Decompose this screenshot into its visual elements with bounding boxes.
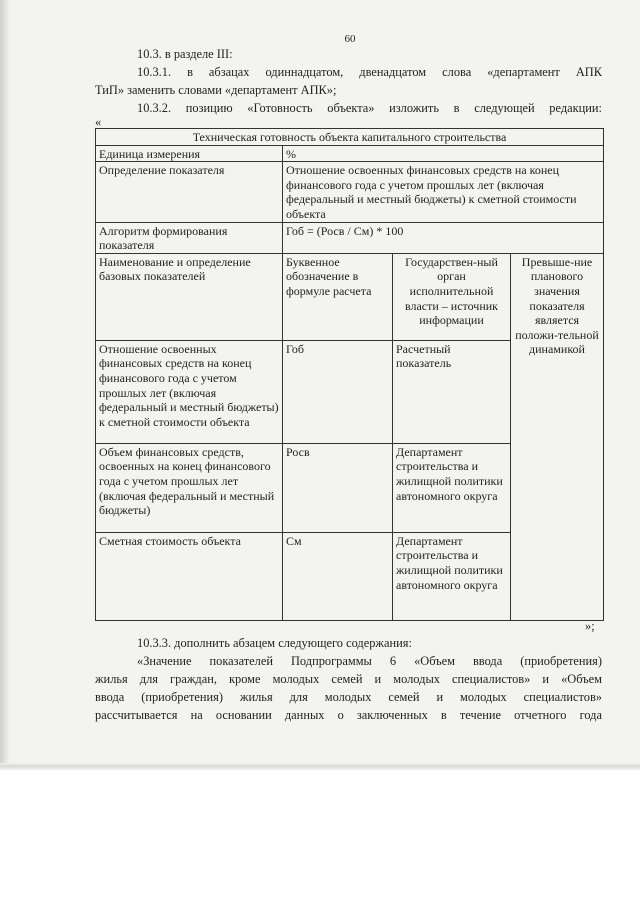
unit-value: %	[283, 145, 604, 162]
row-3-symbol: См	[283, 532, 393, 620]
header-name: Наименование и определение базовых показателей	[96, 253, 283, 340]
quote-close: »;	[585, 619, 595, 633]
quote-open: «	[95, 115, 102, 129]
row-3-source: Департамент строительства и жилищной политики автономного округа	[393, 532, 511, 620]
para-line-5: рассчитывается на основании данных о заключенных в течение отчетного года	[95, 708, 602, 722]
intro-line-3: 10.3.2. позицию «Готовность объекта» изложить в следующей редакции:	[137, 101, 602, 115]
header-symbol: Буквенное обозначение в формуле расчета	[283, 253, 393, 340]
page-number: 60	[344, 33, 356, 45]
definition-label: Определение показателя	[96, 162, 283, 222]
row-1-source: Расчетный показатель	[393, 340, 511, 443]
indicator-table	[95, 128, 604, 621]
intro-line-1: 10.3. в разделе III:	[137, 47, 233, 61]
definition-value: Отношение освоенных финансовых средств на конец финансового года с учетом прошлых лет (включая федеральный и местный бюджеты) к сметной стоимости объекта	[283, 162, 604, 222]
intro-line-2a: 10.3.1. в абзацах одиннадцатом, двенадцатом слова «департамент АПК	[137, 65, 602, 79]
algorithm-label: Алгоритм формирования показателя	[96, 222, 283, 253]
para-line-4: ввода (приобретения) жилья для молодых семей и молодых специалистов»	[95, 690, 602, 704]
header-excess: Превыше-ние планового значения показателя является положи-тельной динамикой	[511, 253, 604, 620]
para-line-2: «Значение показателей Подпрограммы 6 «Объем ввода (приобретения)	[137, 654, 602, 668]
row-3-name: Сметная стоимость объекта	[96, 532, 283, 620]
row-2-source: Департамент строительства и жилищной политики автономного округа	[393, 443, 511, 532]
row-1-name: Отношение освоенных финансовых средств на конец финансового года с учетом прошлых лет (включая федеральный и местный бюджеты) к сметной стоимости объекта	[96, 340, 283, 443]
header-source: Государствен-ный орган исполнительной власти – источник информации	[393, 253, 511, 340]
para-line-3: жилья для граждан, кроме молодых семей и молодых специалистов» и «Объем	[95, 672, 602, 686]
intro-line-2b: ТиП» заменить словами «департамент АПК»;	[95, 83, 337, 97]
row-2-name: Объем финансовых средств, освоенных на конец финансового года с учетом прошлых лет (включая федеральный и местный бюджеты)	[96, 443, 283, 532]
table-title: Техническая готовность объекта капитального строительства	[96, 129, 604, 146]
algorithm-value: Гоб = (Росв / См) * 100	[283, 222, 604, 253]
scan-bottom-edge	[0, 763, 640, 770]
row-1-symbol: Гоб	[283, 340, 393, 443]
scan-shadow	[0, 0, 10, 770]
row-2-symbol: Росв	[283, 443, 393, 532]
para-line-1: 10.3.3. дополнить абзацем следующего содержания:	[137, 636, 412, 650]
unit-label: Единица измерения	[96, 145, 283, 162]
